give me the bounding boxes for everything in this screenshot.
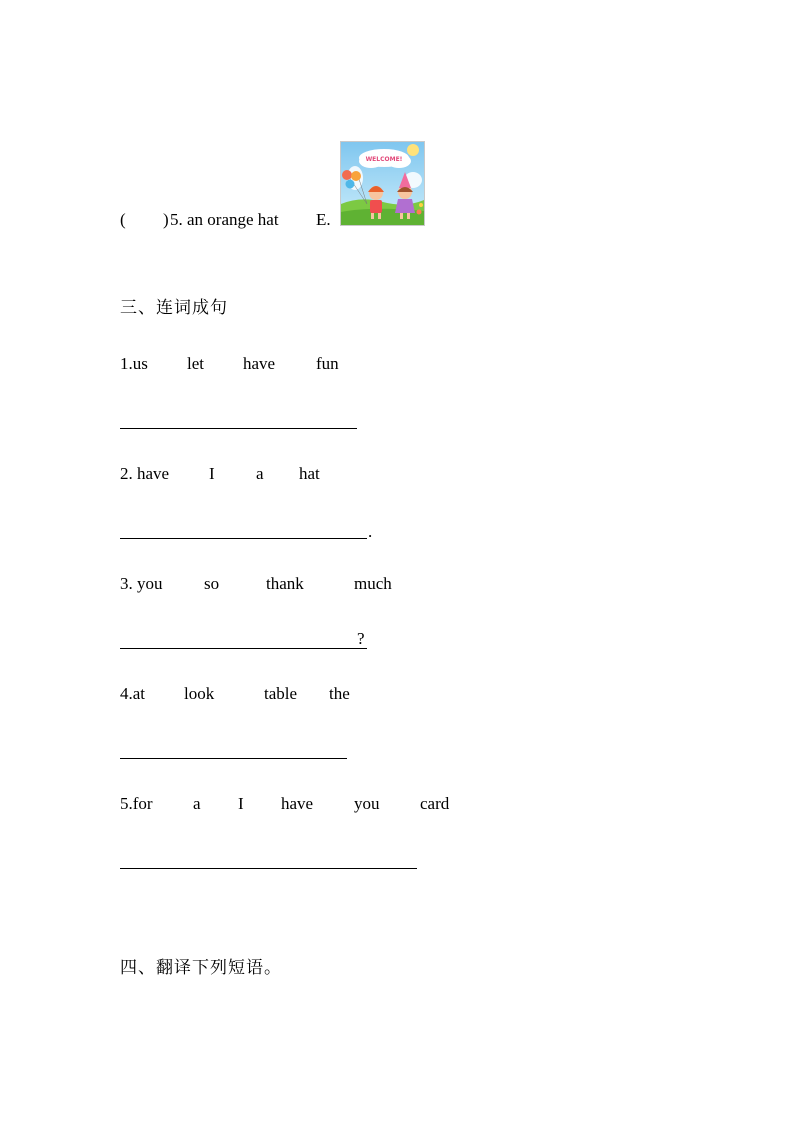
sentence-end-period: . <box>368 522 373 541</box>
word: hat <box>299 464 320 483</box>
section-4-heading: 四、翻译下列短语。 <box>120 958 282 978</box>
welcome-party-picture <box>340 141 425 226</box>
word: table <box>264 684 298 703</box>
word: look <box>184 684 215 703</box>
item-5-text: 5. an orange hat <box>170 210 279 229</box>
word: 5.for <box>120 794 153 813</box>
answer-line-5[interactable] <box>120 868 417 869</box>
word: 1.us <box>120 354 148 373</box>
word: 2. have <box>120 464 170 483</box>
answer-paren-close: ) <box>163 210 169 229</box>
word: I <box>238 794 244 813</box>
word: I <box>209 464 215 483</box>
word: thank <box>266 574 304 593</box>
answer-line-4[interactable] <box>120 758 347 759</box>
answer-line-2[interactable] <box>120 538 367 539</box>
word: let <box>187 354 204 373</box>
word: fun <box>316 354 339 373</box>
word: have <box>243 354 276 373</box>
word: a <box>193 794 201 813</box>
word: 4.at <box>120 684 146 703</box>
word: you <box>354 794 380 813</box>
word: the <box>329 684 350 703</box>
sentence-end-question: ? <box>357 629 365 648</box>
answer-line-3[interactable] <box>120 648 367 649</box>
option-e-label: E. <box>316 210 331 229</box>
word: 3. you <box>120 574 163 593</box>
word: much <box>354 574 392 593</box>
welcome-party-illustration <box>341 142 424 225</box>
word: so <box>204 574 220 593</box>
word: a <box>256 464 264 483</box>
section-3-heading: 三、连词成句 <box>120 298 228 318</box>
answer-paren-open: ( <box>120 210 126 229</box>
answer-line-1[interactable] <box>120 428 357 429</box>
word: have <box>281 794 314 813</box>
word: card <box>420 794 450 813</box>
welcome-picture-text: WELCOME! <box>365 156 403 163</box>
